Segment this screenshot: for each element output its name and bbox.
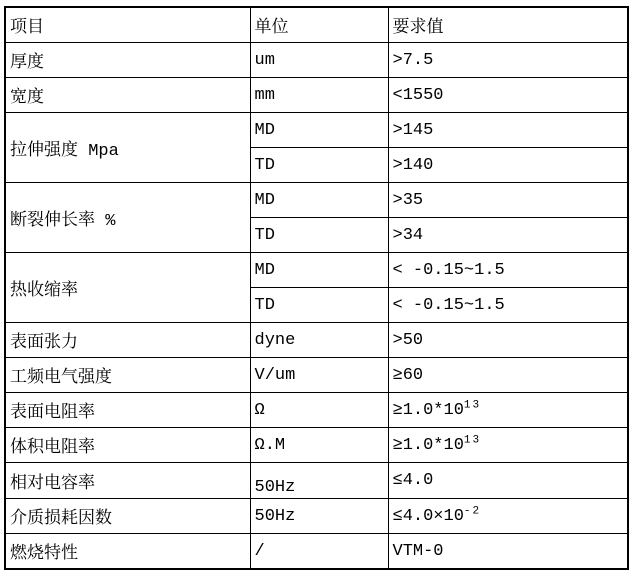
item-cell: 表面电阻率 — [5, 393, 250, 428]
value-cell: VTM-0 — [388, 534, 628, 570]
table-row — [5, 253, 628, 288]
value-cell — [388, 428, 628, 463]
value-cell — [388, 393, 628, 428]
value-cell: >7.5 — [388, 43, 628, 78]
unit-cell: 50Hz — [250, 499, 388, 534]
table-row — [5, 463, 628, 499]
value-cell: ≤4.0 — [388, 463, 628, 499]
value-cell: <1550 — [388, 78, 628, 113]
table-row — [5, 499, 628, 534]
unit-cell: mm — [250, 78, 388, 113]
value-cell: ≥60 — [388, 358, 628, 393]
unit-cell: MD — [250, 113, 388, 148]
header-row — [5, 7, 628, 43]
value-text: ≥1.0*10 — [392, 400, 464, 420]
item-cell: 表面张力 — [5, 323, 250, 358]
value-cell: >50 — [388, 323, 628, 358]
value-superscript: 13 — [463, 433, 482, 446]
value-cell — [388, 499, 628, 534]
table-row — [5, 393, 628, 428]
item-cell: 介质损耗因数 — [5, 499, 250, 534]
item-cell: 热收缩率 — [5, 253, 250, 323]
table-row — [5, 183, 628, 218]
spec-table — [4, 6, 629, 570]
value-cell: >145 — [388, 113, 628, 148]
column-header-item: 项目 — [5, 7, 250, 43]
unit-cell: TD — [250, 148, 388, 183]
column-header-unit: 单位 — [250, 7, 388, 43]
value-cell: >34 — [388, 218, 628, 253]
value-cell: >140 — [388, 148, 628, 183]
value-cell: >35 — [388, 183, 628, 218]
item-cell: 工频电气强度 — [5, 358, 250, 393]
table-row — [5, 78, 628, 113]
unit-cell: TD — [250, 218, 388, 253]
value-text: ≥1.0*10 — [392, 435, 464, 455]
table-row — [5, 43, 628, 78]
item-cell: 燃烧特性 — [5, 534, 250, 570]
table-row — [5, 534, 628, 570]
unit-cell: / — [250, 534, 388, 570]
unit-cell: V/um — [250, 358, 388, 393]
item-cell: 拉伸强度 Mpa — [5, 113, 250, 183]
item-cell: 体积电阻率 — [5, 428, 250, 463]
column-header-value: 要求值 — [388, 7, 628, 43]
unit-cell: MD — [250, 253, 388, 288]
value-cell: < -0.15~1.5 — [388, 253, 628, 288]
table-row — [5, 323, 628, 358]
table-row — [5, 358, 628, 393]
value-cell: < -0.15~1.5 — [388, 288, 628, 323]
unit-cell: um — [250, 43, 388, 78]
unit-cell: Ω.M — [250, 428, 388, 463]
unit-cell: TD — [250, 288, 388, 323]
item-cell: 宽度 — [5, 78, 250, 113]
unit-cell: MD — [250, 183, 388, 218]
value-superscript: 13 — [463, 398, 482, 411]
unit-cell: dyne — [250, 323, 388, 358]
table-row — [5, 428, 628, 463]
item-cell: 断裂伸长率 % — [5, 183, 250, 253]
table-row — [5, 113, 628, 148]
unit-cell: Ω — [250, 393, 388, 428]
value-superscript: -2 — [463, 504, 482, 517]
unit-cell: 50Hz — [250, 463, 388, 499]
item-cell: 相对电容率 — [5, 463, 250, 499]
value-text: ≤4.0×10 — [392, 506, 464, 526]
item-cell: 厚度 — [5, 43, 250, 78]
